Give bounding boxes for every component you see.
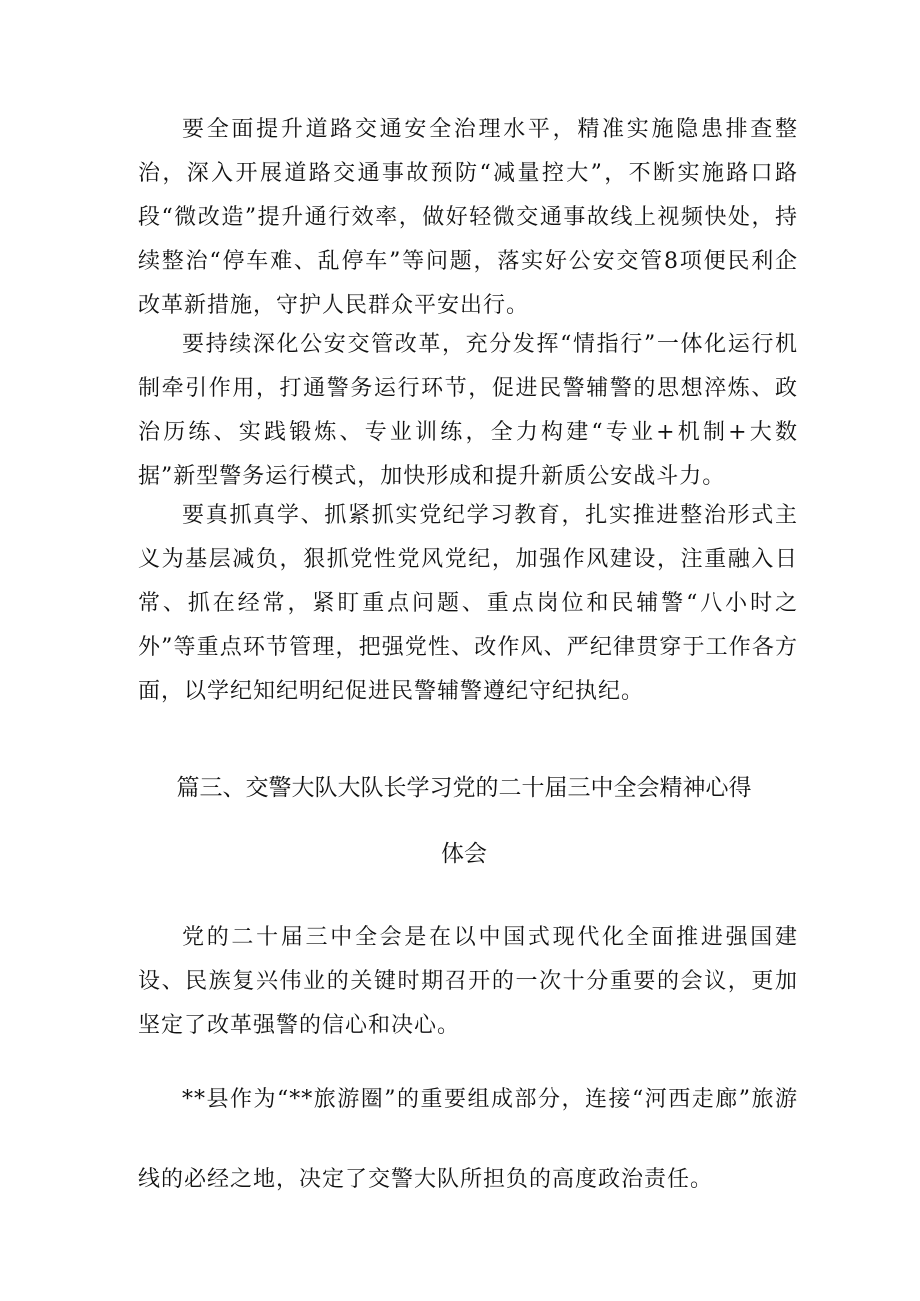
section-heading <box>134 755 794 887</box>
body-paragraph: **县作为“**旅游圈”的重要组成部分，连接“河西走廊”旅游线的必经之地，决定了交警大队所担负的高度政治责任。 <box>138 1087 798 1192</box>
body-paragraph: 要全面提升道路交通安全治理水平，精准实施隐患排查整治，深入开展道路交通事故预防“减量控大”，不断实施路口路段“微改造”提升通行效率，做好轻微交通事故线上视频快处，持续整治“停车难、乱停车”等问题，落实好公安交管8项便民利企改革新措施，守护人民群众平安出行。 <box>138 117 798 318</box>
section-heading-line: 篇三、交警大队大队长学习党的二十届三中全会精神心得 <box>176 775 752 801</box>
section-heading-line: 体会 <box>441 841 487 867</box>
body-paragraph: 要持续深化公安交管改革，充分发挥“情指行”一体化运行机制牵引作用，打通警务运行环节，促进民警辅警的思想淬炼、政治历练、实践锻炼、专业训练，全力构建“专业+机制+大数据”新型警务运行模式，加快形成和提升新质公安战斗力。 <box>138 332 798 489</box>
body-paragraph: 党的二十届三中全会是在以中国式现代化全面推进强国建设、民族复兴伟业的关键时期召开的一次十分重要的会议，更加坚定了改革强警的信心和决心。 <box>138 925 798 1038</box>
body-paragraph: 要真抓真学、抓紧抓实党纪学习教育，扎实推进整治形式主义为基层减负，狠抓党性党风党纪，加强作风建设，注重融入日常、抓在经常，紧盯重点问题、重点岗位和民辅警“八小时之外”等重点环节管理，把强党性、改作风、严纪律贯穿于工作各方面，以学纪知纪明纪促进民警辅警遵纪守纪执纪。 <box>138 503 798 704</box>
